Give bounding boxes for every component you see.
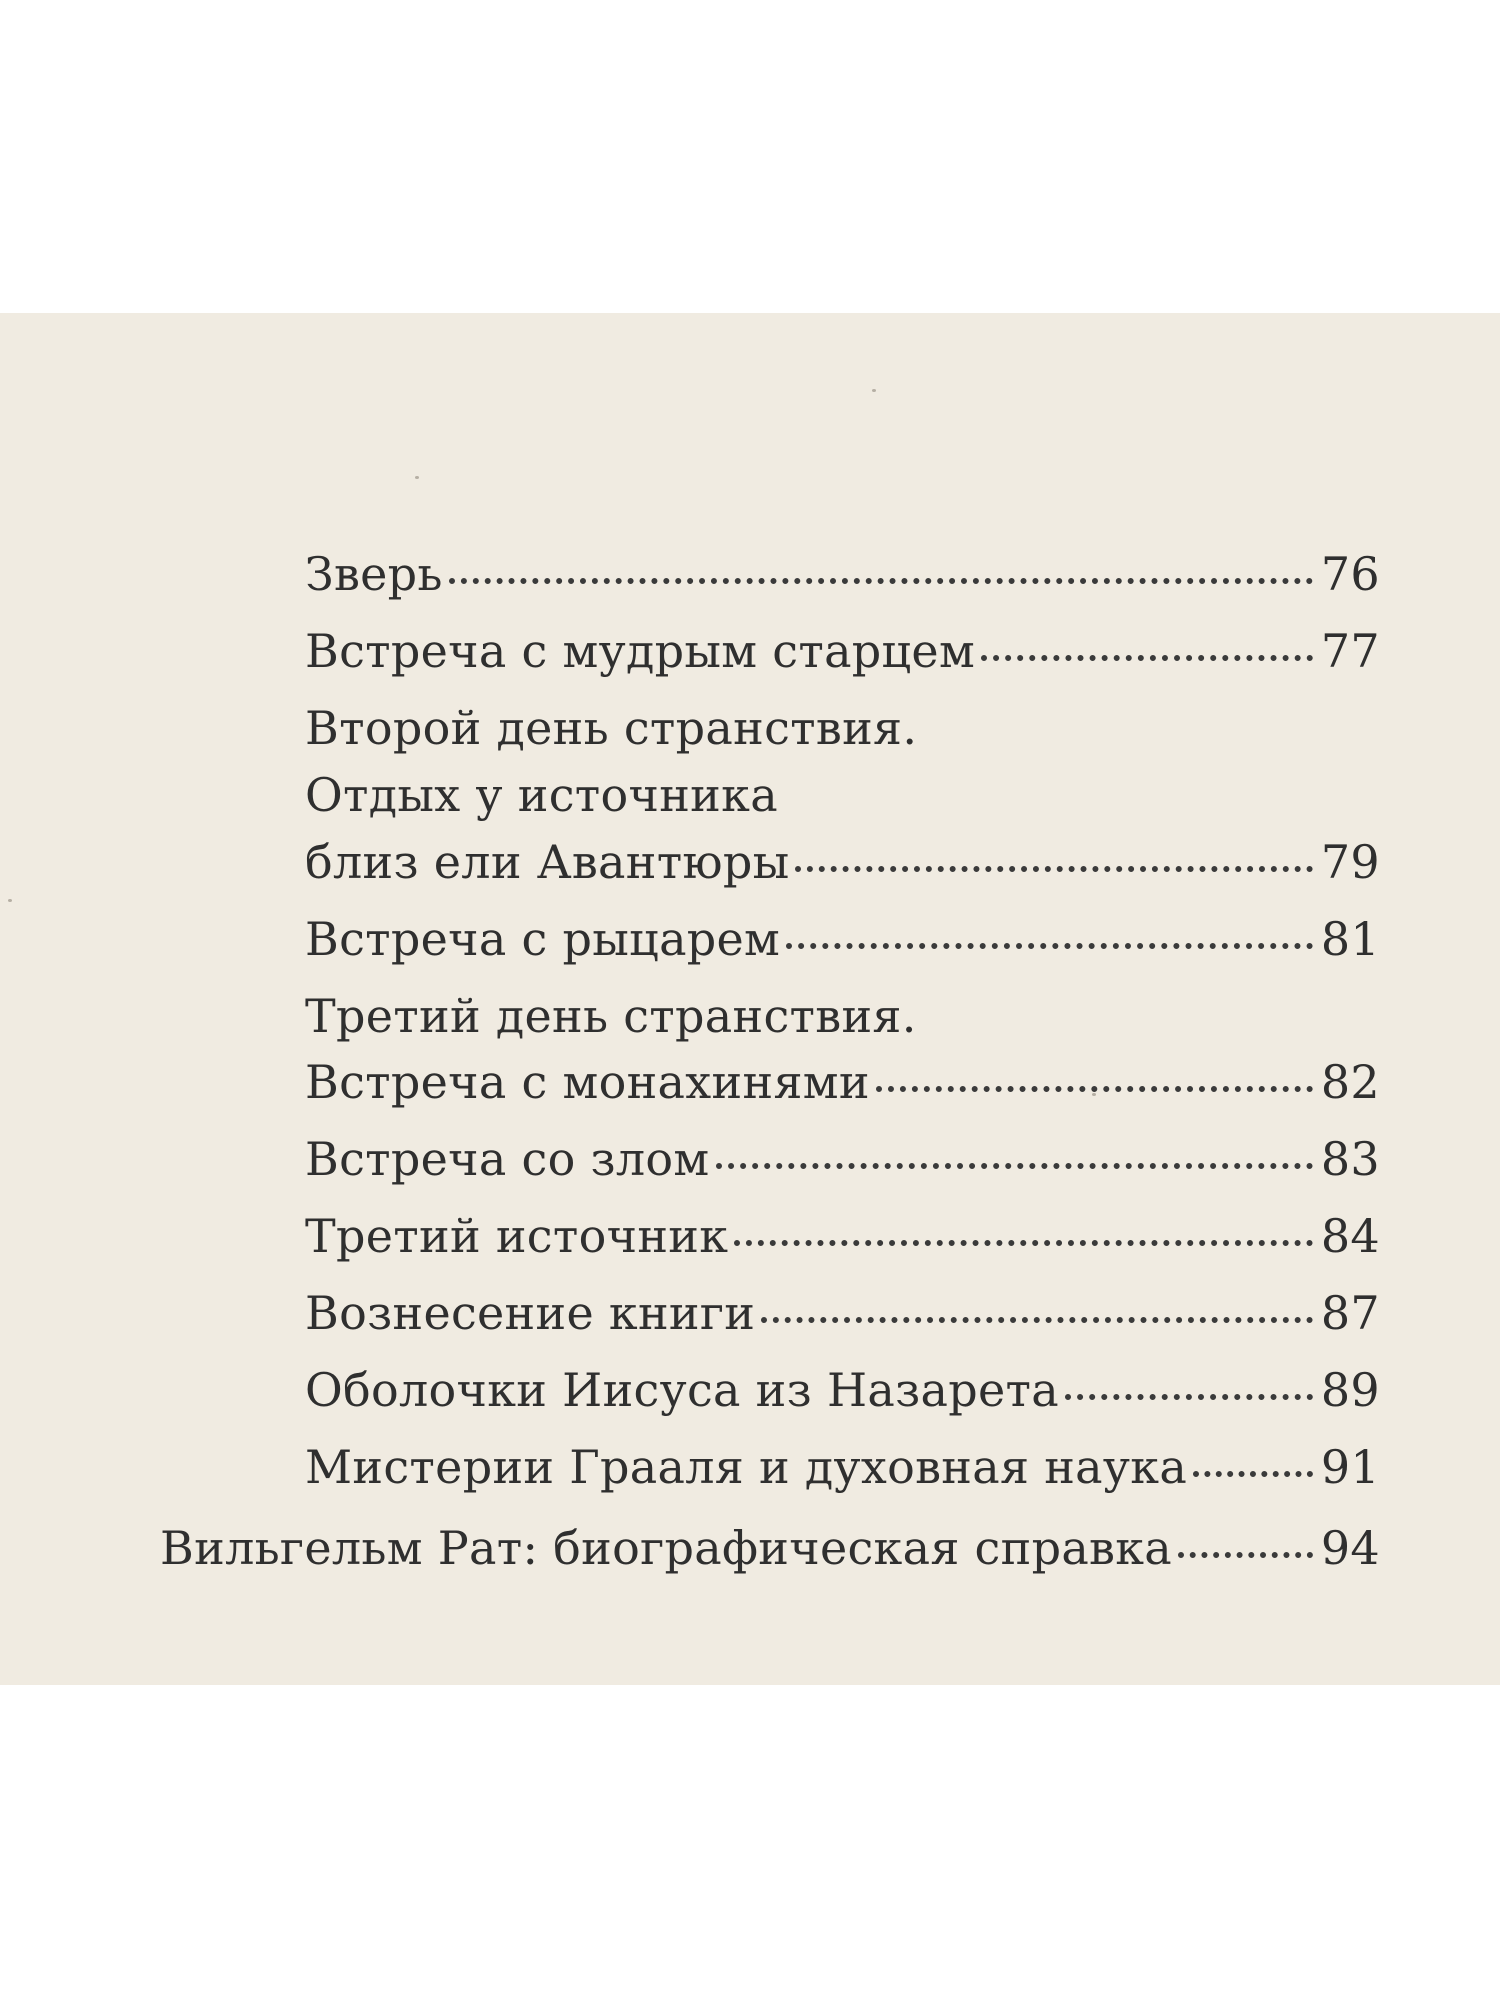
toc-entry-title: Вознесение книги xyxy=(305,1286,756,1340)
toc-entry-title: Отдых у источника xyxy=(305,768,778,822)
toc-entry-meeting-knight xyxy=(305,905,1380,973)
toc-entry-near-fir-aventure xyxy=(305,828,1380,896)
dot-leader xyxy=(716,1163,1313,1169)
toc-entry-title: Зверь xyxy=(305,547,443,601)
dot-leader xyxy=(1193,1471,1313,1477)
toc-entry-title: Встреча с мудрым старцем xyxy=(305,624,976,678)
toc-entry-title: Вильгельм Рат: биографическая справка xyxy=(160,1521,1173,1575)
dot-leader xyxy=(734,1240,1313,1246)
paper-speck xyxy=(415,476,419,479)
toc-entry-title: Встреча со злом xyxy=(305,1132,710,1186)
dot-leader xyxy=(1065,1394,1313,1400)
toc-entry-second-day xyxy=(305,694,1380,762)
toc-entry-page: 76 xyxy=(1320,547,1380,601)
toc-entry-ascension-book xyxy=(305,1279,1380,1347)
dot-leader xyxy=(449,578,1313,584)
toc-entry-third-day xyxy=(305,982,1380,1050)
toc-entry-page: 82 xyxy=(1320,1055,1380,1109)
toc-entry-page: 87 xyxy=(1320,1286,1380,1340)
toc-entry-title: Оболочки Иисуса из Назарета xyxy=(305,1363,1059,1417)
toc-entry-page: 81 xyxy=(1320,912,1380,966)
dot-leader xyxy=(981,655,1313,661)
toc-entry-meeting-evil xyxy=(305,1125,1380,1193)
toc-entry-title: Третий день странствия. xyxy=(305,989,917,1043)
toc-entry-page: 89 xyxy=(1320,1363,1380,1417)
paper-speck xyxy=(8,899,12,902)
toc-entry-meeting-nuns xyxy=(305,1048,1380,1116)
toc-entry-title: Второй день странствия. xyxy=(305,701,918,755)
toc-entry-page: 77 xyxy=(1320,624,1380,678)
paper-speck xyxy=(1092,1093,1096,1096)
toc-entry-title: Мистерии Грааля и духовная наука xyxy=(305,1440,1188,1494)
toc-entry-title: Встреча с рыцарем xyxy=(305,912,781,966)
toc-entry-page: 79 xyxy=(1320,835,1380,889)
toc-entry-beast xyxy=(305,540,1380,608)
toc-entry-page: 94 xyxy=(1320,1521,1380,1575)
toc-entry-meeting-wise-elder xyxy=(305,617,1380,685)
toc-entry-sheaths-jesus xyxy=(305,1356,1380,1424)
toc-entry-page: 91 xyxy=(1320,1440,1380,1494)
toc-entry-title: близ ели Авантюры xyxy=(305,835,790,889)
toc-entry-page: 84 xyxy=(1320,1209,1380,1263)
dot-leader xyxy=(761,1317,1313,1323)
toc-entry-title: Третий источник xyxy=(305,1209,729,1263)
dot-leader xyxy=(876,1086,1313,1092)
toc-entry-third-spring xyxy=(305,1202,1380,1270)
table-of-contents xyxy=(0,313,1500,1685)
dot-leader xyxy=(795,866,1312,872)
toc-entry-title: Встреча с монахинями xyxy=(305,1055,870,1109)
toc-entry-grail-mysteries xyxy=(305,1433,1380,1501)
dot-leader xyxy=(1178,1552,1313,1558)
dot-leader xyxy=(786,943,1313,949)
paper-speck xyxy=(872,389,876,392)
toc-entry-biography xyxy=(160,1514,1380,1582)
book-page xyxy=(0,313,1500,1685)
toc-entry-page: 83 xyxy=(1320,1132,1380,1186)
toc-entry-rest-at-spring xyxy=(305,761,1380,829)
